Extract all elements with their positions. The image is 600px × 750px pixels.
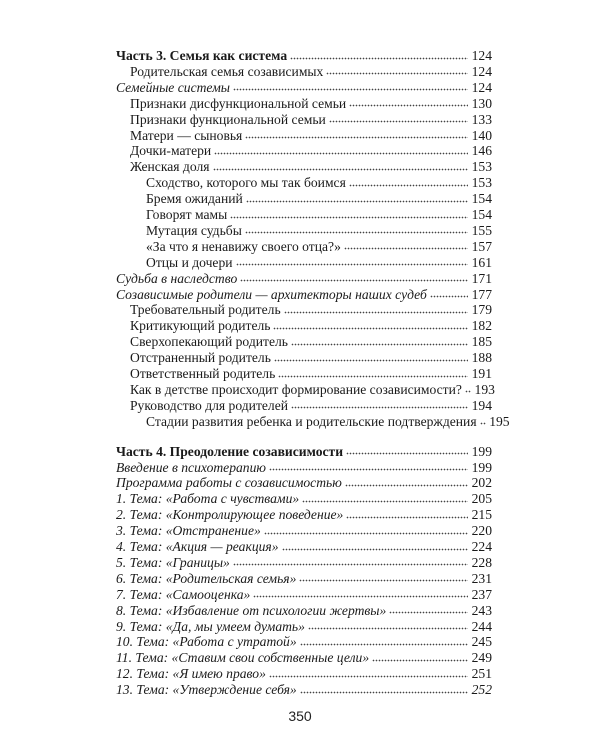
toc-entry-page: 244 [471, 618, 492, 634]
toc-entry-title: Стадии развития ребенка и родительские подтверждения [146, 413, 477, 429]
toc-entry [116, 475, 492, 491]
dot-leader [300, 642, 468, 646]
toc-entry-title: Часть 3. Семья как система [116, 48, 288, 63]
toc-entry [146, 207, 492, 223]
toc-entry-title: 4. Тема: «Акция — реакция» [116, 539, 279, 554]
dot-leader [233, 563, 468, 567]
toc-entry-page: 157 [471, 238, 492, 254]
toc-entry-page: 228 [471, 554, 492, 570]
toc-entry [116, 587, 492, 603]
toc-entry-title: 7. Тема: «Самооценка» [116, 586, 251, 602]
dot-leader [214, 151, 468, 155]
toc-entry-title: Мутация судьбы [146, 222, 242, 238]
dot-leader [284, 310, 468, 314]
dot-leader [245, 136, 468, 140]
toc-entry [116, 80, 492, 96]
dot-leader [346, 452, 468, 456]
dot-leader [240, 279, 468, 283]
dot-leader [372, 658, 468, 662]
toc-entry-page: 124 [471, 63, 492, 79]
toc-entry-title: 11. Тема: «Ставим свои собственные цели» [116, 650, 370, 666]
toc-entry-page: 195 [489, 413, 510, 429]
dot-leader [299, 579, 468, 583]
toc-entry-title: 13. Тема: «Утверждение себя» [116, 682, 297, 698]
toc-entry [146, 191, 492, 207]
toc-entry [116, 682, 492, 698]
toc-entry-page: 153 [471, 175, 492, 191]
toc-entry [116, 491, 492, 507]
dot-leader [326, 72, 468, 76]
toc-entry-title: Матери — сыновья [130, 127, 243, 143]
dot-leader [345, 483, 468, 487]
toc-entry [116, 48, 492, 64]
toc-entry [130, 350, 492, 366]
toc-entry [116, 619, 492, 635]
toc-entry-title: 12. Тема: «Я имею право» [116, 666, 266, 682]
toc-entry [146, 255, 492, 271]
toc-entry [116, 507, 492, 523]
toc-entry [130, 318, 492, 334]
toc-entry [130, 159, 492, 175]
toc-entry-page: 199 [471, 459, 492, 475]
toc-entry-page: 202 [471, 475, 492, 491]
dot-leader [329, 120, 468, 124]
toc-entry-page: 154 [471, 191, 492, 207]
toc-entry [116, 539, 492, 555]
toc-entry-title: Руководство для родителей [130, 397, 289, 413]
dot-leader [245, 231, 468, 235]
dot-leader [465, 390, 471, 394]
toc-entry-title: Сходство, которого мы так боимся [146, 175, 346, 191]
toc-entry [130, 366, 492, 382]
toc-entry [146, 413, 510, 430]
toc-entry [116, 571, 492, 587]
toc-entry-title: Требовательный родитель [130, 302, 281, 318]
toc-entry-page: 171 [471, 270, 492, 286]
toc-entry-page: 155 [471, 222, 492, 238]
toc-entry-page: 191 [471, 366, 492, 381]
toc-entry [116, 555, 492, 571]
toc-entry [146, 239, 492, 255]
dot-leader [344, 247, 468, 251]
dot-leader [300, 690, 468, 694]
toc-entry-page: 252 [471, 682, 492, 698]
dot-leader [302, 499, 468, 503]
toc-entry-title: «За что я ненавижу своего отца?» [146, 238, 341, 254]
dot-leader [346, 515, 468, 519]
toc-entry [130, 64, 492, 80]
toc-entry [130, 334, 492, 350]
toc-entry-title: Критикующий родитель [130, 318, 271, 334]
toc-entry-page: 205 [471, 491, 492, 507]
toc-entry-page: 124 [471, 79, 492, 95]
dot-leader [269, 674, 468, 678]
dot-leader [253, 595, 468, 599]
toc-entry-title: 8. Тема: «Избавление от психологии жертвы» [116, 602, 387, 618]
toc-entry-page: 161 [471, 254, 492, 270]
toc-entry-page: 130 [471, 95, 492, 111]
dot-leader [233, 88, 468, 92]
toc-entry-page: 133 [471, 111, 492, 127]
toc-entry [116, 271, 492, 287]
toc-entry-title: Родительская семья созависимых [130, 63, 324, 79]
toc-entry-page: 179 [471, 302, 492, 318]
toc-entry-title: Ответственный родитель [130, 366, 276, 381]
toc-entry-page: 220 [471, 523, 492, 539]
toc-entry-title: 3. Тема: «Отстранение» [116, 523, 261, 539]
toc-entry-page: 245 [471, 634, 492, 650]
toc-entry-title: Часть 4. Преодоление созависимости [116, 443, 344, 459]
dot-leader [274, 358, 468, 362]
toc-entry [146, 223, 492, 239]
toc-entry-page: 193 [474, 381, 495, 397]
toc-entry-title: Отцы и дочери [146, 254, 233, 270]
toc-entry [116, 287, 492, 303]
toc-entry-title: Как в детстве происходит формирование созависимости? [130, 381, 462, 397]
dot-leader [236, 263, 468, 267]
toc-entry-title: 9. Тема: «Да, мы умеем думать» [116, 618, 305, 634]
toc-entry-title: Судьба в наследство [116, 270, 238, 286]
toc-entry [116, 523, 492, 539]
toc-entry-title: 10. Тема: «Работа с утратой» [116, 634, 297, 650]
toc-entry [116, 460, 492, 476]
toc-entry-page: 140 [471, 127, 492, 143]
dot-leader [230, 215, 468, 219]
toc-entry-title: Семейные системы [116, 79, 231, 95]
dot-leader [480, 422, 486, 426]
toc-entry [146, 175, 492, 191]
toc-entry-page: 177 [471, 286, 492, 302]
toc-entry-title: Программа работы с созависимостью [116, 475, 342, 491]
toc-entry-title: 1. Тема: «Работа с чувствами» [116, 491, 300, 507]
dot-leader [269, 468, 468, 472]
dot-leader [278, 374, 468, 378]
toc-entry-page: 237 [471, 586, 492, 602]
toc-entry [116, 444, 492, 460]
toc-entry-page: 194 [471, 397, 492, 413]
dot-leader [282, 547, 468, 551]
toc-entry-page: 199 [471, 443, 492, 459]
toc-entry [116, 650, 492, 666]
toc-entry-title: Говорят мамы [146, 207, 228, 222]
dot-leader [349, 183, 468, 187]
toc-entry-title: Введение в психотерапию [116, 459, 266, 475]
toc-entry [130, 398, 492, 414]
toc-entry [130, 381, 495, 398]
dot-leader [290, 56, 468, 60]
dot-leader [389, 611, 468, 615]
toc-entry-title: 6. Тема: «Родительская семья» [116, 570, 297, 586]
dot-leader [349, 104, 468, 108]
dot-leader [246, 199, 468, 203]
toc-entry-title: Созависимые родители — архитекторы наших судеб [116, 286, 427, 302]
toc-entry-page: 154 [471, 207, 492, 222]
toc-entry-page: 231 [471, 570, 492, 586]
toc-entry-page: 188 [471, 350, 492, 366]
toc-entry [130, 96, 492, 112]
dot-leader [213, 167, 469, 171]
toc-entry-page: 182 [471, 318, 492, 334]
toc-entry [130, 112, 492, 128]
toc-entry-title: Признаки дисфункциональной семьи [130, 95, 347, 111]
toc-entry [116, 634, 492, 650]
toc-entry-page: 215 [471, 507, 492, 523]
toc-entry-page: 153 [471, 159, 492, 175]
dot-leader [264, 531, 468, 535]
toc-entry [130, 143, 492, 159]
toc-entry-title: Бремя ожиданий [146, 191, 243, 207]
toc-entry-title: 5. Тема: «Границы» [116, 554, 230, 570]
toc-entry-title: Женская доля [130, 159, 210, 175]
toc-entry [130, 302, 492, 318]
toc-entry-page: 146 [471, 143, 492, 159]
toc-entry [116, 666, 492, 682]
page-number: 350 [288, 708, 312, 724]
dot-leader [308, 627, 468, 631]
toc-entry-page: 243 [471, 602, 492, 618]
toc-entry-title: Сверхопекающий родитель [130, 334, 288, 350]
toc-entry-title: Дочки-матери [130, 143, 212, 159]
toc-entry-page: 185 [471, 334, 492, 350]
toc-entry [130, 128, 492, 144]
toc-entry [116, 603, 492, 619]
dot-leader [273, 326, 468, 330]
toc-entry-page: 224 [471, 539, 492, 554]
toc-entry-page: 251 [471, 666, 492, 682]
toc-entry-title: 2. Тема: «Контролирующее поведение» [116, 507, 344, 523]
toc-entry-page: 124 [471, 48, 492, 63]
dot-leader [291, 342, 468, 346]
toc-entry-page: 249 [471, 650, 492, 666]
toc-entry-title: Признаки функциональной семьи [130, 111, 326, 127]
dot-leader [430, 295, 468, 299]
toc-entry-title: Отстраненный родитель [130, 350, 271, 366]
dot-leader [291, 406, 468, 410]
